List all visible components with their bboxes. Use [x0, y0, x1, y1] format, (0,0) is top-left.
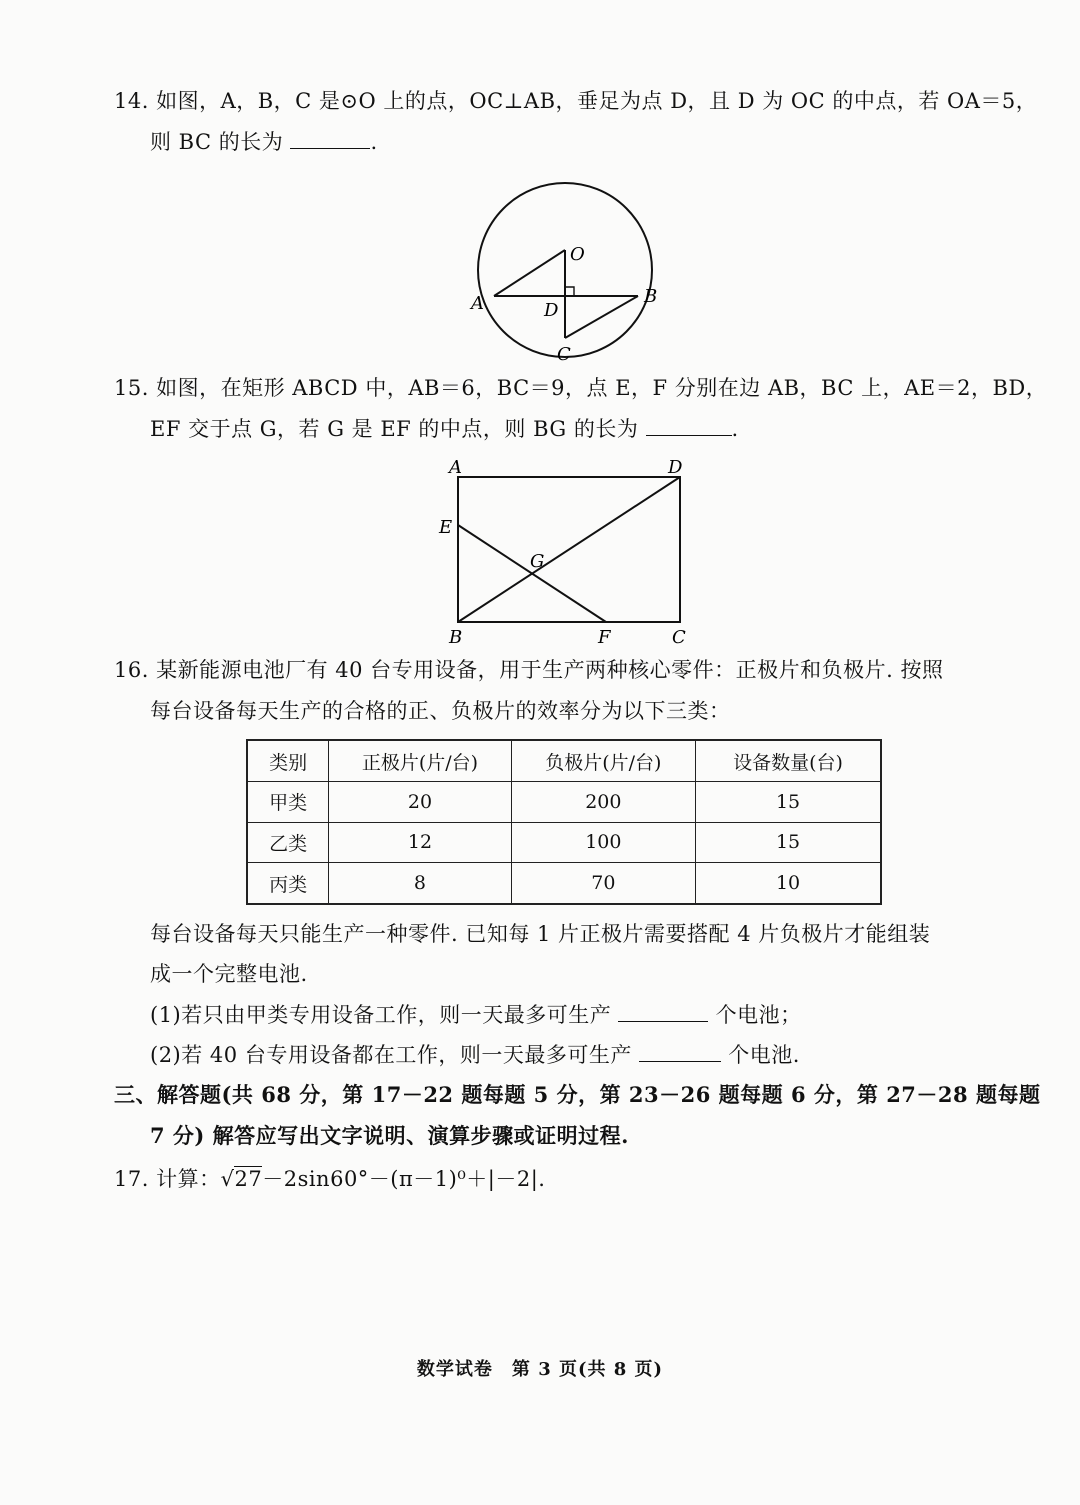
sqrt-icon: √ — [220, 1167, 235, 1191]
table-cell: 15 — [696, 822, 881, 863]
diagonal-bd — [458, 477, 680, 622]
q14-circle-figure — [460, 178, 670, 368]
q15-end: . — [731, 417, 739, 441]
section3-heading-line2: 7 分) 解答应写出文字说明、演算步骤或证明过程. — [150, 1123, 629, 1148]
header-positive: 正极片(片/台) — [329, 740, 511, 782]
q15-question-text: EF 交于点 G，若 G 是 EF 的中点，则 BG 的长为 — [150, 417, 639, 441]
q15-line2 — [150, 413, 739, 445]
q16-line2: 每台设备每天生产的合格的正、负极片的效率分为以下三类： — [150, 699, 731, 723]
q14-question-text: 则 BC 的长为 — [150, 130, 284, 154]
label-e: E — [439, 517, 453, 538]
q16-line3: 每台设备每天只能生产一种零件. 已知每 1 片正极片需要搭配 4 片负极片才能组装 — [150, 922, 931, 946]
table-cell: 15 — [696, 782, 881, 823]
q16-line4: 成一个完整电池. — [150, 962, 308, 986]
table-cell: 丙类 — [247, 863, 329, 904]
table-cell: 70 — [511, 863, 695, 904]
table-row — [247, 822, 881, 863]
label-g: G — [530, 551, 545, 572]
table-cell: 100 — [511, 822, 695, 863]
efficiency-table — [246, 739, 882, 905]
q15-answer-blank[interactable] — [646, 413, 732, 436]
segment-oa — [494, 250, 565, 296]
label-b: B — [644, 286, 658, 307]
table-cell: 乙类 — [247, 822, 329, 863]
table-cell: 200 — [511, 782, 695, 823]
q14-line1: 14. 如图，A，B，C 是⊙O 上的点，OC⊥AB，垂足为点 D，且 D 为 OC 的中点，若 OA＝5， — [114, 89, 1038, 113]
table-cell: 10 — [696, 863, 881, 904]
label-d: D — [668, 457, 683, 478]
q16-line1: 16. 某新能源电池厂有 40 台专用设备，用于生产两种核心零件：正极片和负极片. 按照 — [114, 658, 944, 682]
q16-sub2 — [150, 1039, 800, 1071]
q16-sub1-text: (1)若只由甲类专用设备工作，则一天最多可生产 — [150, 1003, 612, 1027]
q16-sub1-answer-blank[interactable] — [618, 999, 708, 1022]
label-o: O — [570, 244, 585, 265]
label-a: A — [471, 293, 484, 314]
label-c: C — [672, 627, 686, 648]
q14-end: . — [370, 130, 378, 154]
header-negative: 负极片(片/台) — [511, 740, 695, 782]
table-cell: 8 — [329, 863, 511, 904]
q16-sub2-text: (2)若 40 台专用设备都在工作，则一天最多可生产 — [150, 1043, 632, 1067]
table-cell: 20 — [329, 782, 511, 823]
right-angle-mark — [565, 287, 574, 296]
table-row — [247, 863, 881, 904]
q16-sub2-answer-blank[interactable] — [639, 1039, 721, 1062]
table-cell: 12 — [329, 822, 511, 863]
header-count: 设备数量(台) — [696, 740, 881, 782]
label-b: B — [449, 627, 463, 648]
label-d: D — [544, 300, 559, 321]
q14-line2 — [150, 126, 378, 158]
q16-sub2-suffix: 个电池. — [728, 1043, 800, 1067]
header-category: 类别 — [247, 740, 329, 782]
q16-sub1-suffix: 个电池； — [715, 1003, 802, 1027]
label-a: A — [449, 457, 462, 478]
page-footer: 数学试卷 第 3 页(共 8 页) — [416, 1359, 664, 1380]
label-c: C — [557, 344, 571, 365]
table-cell: 甲类 — [247, 782, 329, 823]
table-row — [247, 782, 881, 823]
q17-prefix: 17. 计算： — [114, 1167, 221, 1191]
section3-heading-line1: 三、解答题(共 68 分，第 17－22 题每题 5 分，第 23－26 题每题 6 分，第 27－28 题每题 — [114, 1082, 1041, 1107]
q16-sub1 — [150, 999, 802, 1031]
q17-line — [114, 1163, 545, 1195]
q15-rectangle-figure — [430, 455, 700, 650]
q17-radicand: 27 — [234, 1167, 263, 1191]
q15-line1: 15. 如图，在矩形 ABCD 中，AB＝6，BC＝9，点 E，F 分别在边 AB，BC 上，AE＝2，BD， — [114, 376, 1048, 400]
table-header-row — [247, 740, 881, 782]
q14-answer-blank[interactable] — [290, 126, 370, 149]
label-f: F — [598, 627, 611, 648]
q17-expression: －2sin60°－(π－1)⁰＋|－2|. — [262, 1167, 546, 1191]
